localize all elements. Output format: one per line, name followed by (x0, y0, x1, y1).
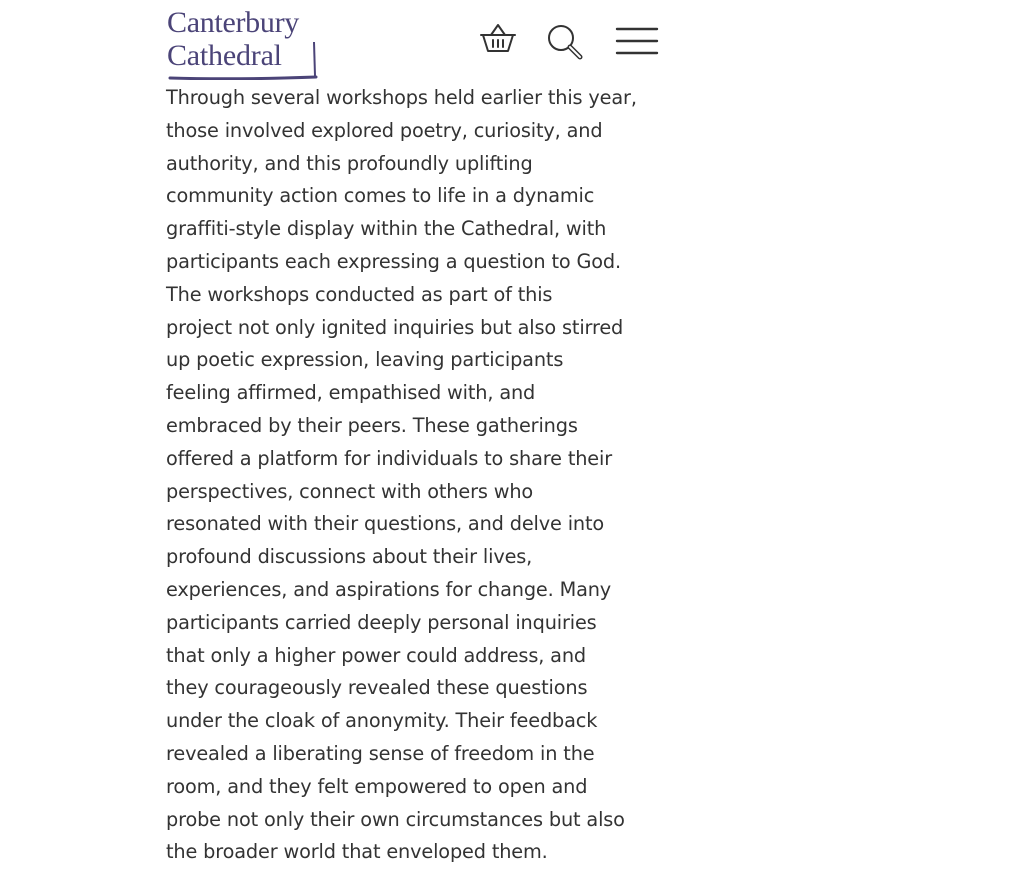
canterbury-cathedral-logo[interactable] (166, 6, 326, 78)
page (166, 0, 666, 869)
hamburger-menu-icon (614, 20, 660, 62)
header-actions (478, 20, 660, 62)
article-body (166, 82, 666, 869)
article-line: feeling affirmed, empathised with, and (166, 381, 536, 405)
article-line: offered a platform for individuals to share their (166, 446, 612, 470)
basket-button[interactable] (478, 20, 518, 62)
menu-button[interactable] (614, 20, 660, 62)
basket-icon (478, 20, 518, 62)
article-line: they courageously revealed these questions (166, 676, 588, 700)
article-line: The workshops conducted as part of this (166, 282, 553, 306)
article-line: those involved explored poetry, curiosity, and (166, 118, 603, 142)
article-line: participants each expressing a question to God. (166, 249, 621, 273)
article-line: that only a higher power could address, and (166, 643, 586, 667)
article-line: revealed a liberating sense of freedom in the (166, 741, 595, 765)
article-line: resonated with their questions, and delve into (166, 512, 605, 536)
site-header (166, 0, 666, 82)
search-button[interactable] (544, 20, 586, 62)
article-line: perspectives, connect with others who (166, 479, 534, 503)
search-icon (544, 20, 586, 62)
article-line: the broader world that enveloped them. (166, 840, 548, 864)
article-line: graffiti-style display within the Cathedral, with (166, 217, 607, 241)
article-line: room, and they felt empowered to open and (166, 774, 588, 798)
article-line: under the cloak of anonymity. Their feedback (166, 709, 598, 733)
article-line: project not only ignited inquiries but also stirred (166, 315, 624, 339)
logo-line-1: Canterbury (167, 6, 299, 39)
article-line: community action comes to life in a dynamic (166, 184, 595, 208)
logo-line-2: Cathedral (167, 39, 282, 72)
article-line: profound discussions about their lives, (166, 545, 533, 569)
article-line: experiences, and aspirations for change. Many (166, 577, 612, 601)
article-line: embraced by their peers. These gatherings (166, 413, 578, 437)
article-line: Through several workshops held earlier this year, (166, 86, 637, 109)
article-line: probe not only their own circumstances but also (166, 807, 625, 831)
article-line: authority, and this profoundly uplifting (166, 151, 533, 175)
article-line: up poetic expression, leaving participants (166, 348, 564, 372)
article-line: participants carried deeply personal inquiries (166, 610, 597, 634)
